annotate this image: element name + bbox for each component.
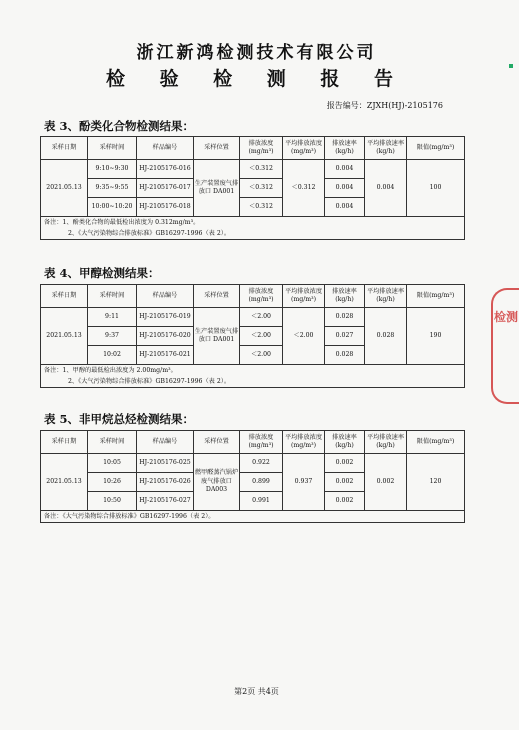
avg-conc: ＜2.00	[283, 308, 325, 365]
sample-id: HJ-2105176-017	[137, 179, 194, 198]
col-header: 样品编号	[137, 431, 194, 454]
table5	[40, 430, 465, 523]
note-line: 2、《大气污染物综合排放标准》GB16297-1996（表 2）。	[68, 230, 231, 238]
page-footer: 第2页 共4页	[234, 687, 279, 696]
table-row	[41, 308, 465, 327]
table3-notes	[41, 217, 465, 240]
emission-rate: 0.002	[325, 492, 365, 511]
col-header: 采样位置	[194, 137, 240, 160]
table5-header-row	[41, 431, 465, 454]
edge-mark	[509, 64, 513, 68]
table-row	[41, 160, 465, 179]
table5-notes-row	[41, 511, 465, 523]
sampling-time: 10:05	[88, 454, 137, 473]
emission-rate: 0.004	[325, 160, 365, 179]
avg-conc: 0.937	[283, 454, 325, 511]
sample-id: HJ-2105176-016	[137, 160, 194, 179]
sampling-location: 生产装置废气排放口 DA001	[194, 160, 240, 217]
col-header: 限值(mg/m³)	[407, 285, 465, 308]
limit-value: 190	[407, 308, 465, 365]
emission-conc: ＜2.00	[240, 346, 283, 365]
col-header: 采样位置	[194, 285, 240, 308]
emission-rate: 0.004	[325, 198, 365, 217]
sample-id: HJ-2105176-019	[137, 308, 194, 327]
emission-conc: ＜2.00	[240, 308, 283, 327]
col-header: 排放速率(kg/h)	[325, 431, 365, 454]
sampling-time: 9:35~9:55	[88, 179, 137, 198]
note-line: 2、《大气污染物综合排放标准》GB16297-1996（表 2）。	[68, 378, 231, 386]
col-header: 样品编号	[137, 137, 194, 160]
note-line: 备注：1、甲醇的最低检出浓度为 2.00mg/m³。	[44, 367, 177, 374]
table4-notes	[41, 365, 465, 388]
sampling-time: 9:11	[88, 308, 137, 327]
red-seal-stamp	[491, 288, 519, 404]
report-title: 检 验 检 测 报 告	[105, 68, 408, 90]
sampling-time: 9:37	[88, 327, 137, 346]
table3-notes-row	[41, 217, 465, 240]
sampling-time: 10:02	[88, 346, 137, 365]
col-header: 平均排放浓度(mg/m³)	[283, 137, 325, 160]
limit-value: 120	[407, 454, 465, 511]
table-row	[41, 454, 465, 473]
sample-id: HJ-2105176-018	[137, 198, 194, 217]
col-header: 排放浓度(mg/m³)	[240, 431, 283, 454]
sampling-time: 9:10~9:30	[88, 160, 137, 179]
sample-id: HJ-2105176-020	[137, 327, 194, 346]
col-header: 采样时间	[88, 431, 137, 454]
sampling-date: 2021.05.13	[41, 308, 88, 365]
report-number: 报告编号：ZJXH(HJ)-2105176	[326, 101, 443, 110]
col-header: 采样日期	[41, 285, 88, 308]
col-header: 排放速率(kg/h)	[325, 137, 365, 160]
col-header: 平均排放浓度(mg/m³)	[283, 431, 325, 454]
col-header: 采样位置	[194, 431, 240, 454]
col-header: 排放浓度(mg/m³)	[240, 285, 283, 308]
emission-conc: 0.991	[240, 492, 283, 511]
col-header: 采样日期	[41, 431, 88, 454]
col-header: 平均排放速率(kg/h)	[365, 137, 407, 160]
emission-rate: 0.002	[325, 454, 365, 473]
col-header: 采样日期	[41, 137, 88, 160]
col-header: 限值(mg/m³)	[407, 137, 465, 160]
table5-notes	[41, 511, 465, 523]
sampling-time: 10:50	[88, 492, 137, 511]
emission-conc: 0.899	[240, 473, 283, 492]
sampling-date: 2021.05.13	[41, 454, 88, 511]
table3-title: 表 3、酚类化合物检测结果：	[44, 119, 195, 133]
avg-rate: 0.028	[365, 308, 407, 365]
table5-title: 表 5、非甲烷总烃检测结果：	[44, 412, 195, 426]
note-line: 备注：1、酚类化合物的最低检出浓度为 0.312mg/m³。	[44, 219, 200, 226]
emission-rate: 0.028	[325, 308, 365, 327]
table3-header-row	[41, 137, 465, 160]
table4	[40, 284, 465, 388]
col-header: 排放速率(kg/h)	[325, 285, 365, 308]
sampling-time: 10:26	[88, 473, 137, 492]
sampling-location: 生产装置废气排放口 DA001	[194, 308, 240, 365]
sample-id: HJ-2105176-027	[137, 492, 194, 511]
emission-rate: 0.028	[325, 346, 365, 365]
sample-id: HJ-2105176-025	[137, 454, 194, 473]
sampling-time: 10:00~10:20	[88, 198, 137, 217]
sample-id: HJ-2105176-021	[137, 346, 194, 365]
col-header: 样品编号	[137, 285, 194, 308]
emission-rate: 0.002	[325, 473, 365, 492]
col-header: 平均排放速率(kg/h)	[365, 285, 407, 308]
emission-rate: 0.004	[325, 179, 365, 198]
stamp-text: 检测	[493, 310, 518, 324]
emission-conc: ＜2.00	[240, 327, 283, 346]
limit-value: 100	[407, 160, 465, 217]
col-header: 平均排放速率(kg/h)	[365, 431, 407, 454]
emission-conc: 0.922	[240, 454, 283, 473]
table4-header-row	[41, 285, 465, 308]
table4-title: 表 4、甲醇检测结果：	[44, 266, 160, 280]
col-header: 平均排放浓度(mg/m³)	[283, 285, 325, 308]
col-header: 排放浓度(mg/m³)	[240, 137, 283, 160]
company-name: 浙江新鸿检测技术有限公司	[136, 43, 377, 63]
note-line: 备注：《大气污染物综合排放标准》GB16297-1996（表 2）。	[44, 513, 215, 520]
emission-conc: ＜0.312	[240, 179, 283, 198]
emission-rate: 0.027	[325, 327, 365, 346]
table4-notes-row	[41, 365, 465, 388]
avg-rate: 0.004	[365, 160, 407, 217]
table3	[40, 136, 465, 240]
avg-conc: ＜0.312	[283, 160, 325, 217]
col-header: 限值(mg/m³)	[407, 431, 465, 454]
emission-conc: ＜0.312	[240, 160, 283, 179]
emission-conc: ＜0.312	[240, 198, 283, 217]
col-header: 采样时间	[88, 137, 137, 160]
col-header: 采样时间	[88, 285, 137, 308]
sampling-date: 2021.05.13	[41, 160, 88, 217]
sample-id: HJ-2105176-026	[137, 473, 194, 492]
sampling-location: 燃甲醛蒸汽锅炉废气排放口 DA003	[194, 454, 240, 511]
avg-rate: 0.002	[365, 454, 407, 511]
